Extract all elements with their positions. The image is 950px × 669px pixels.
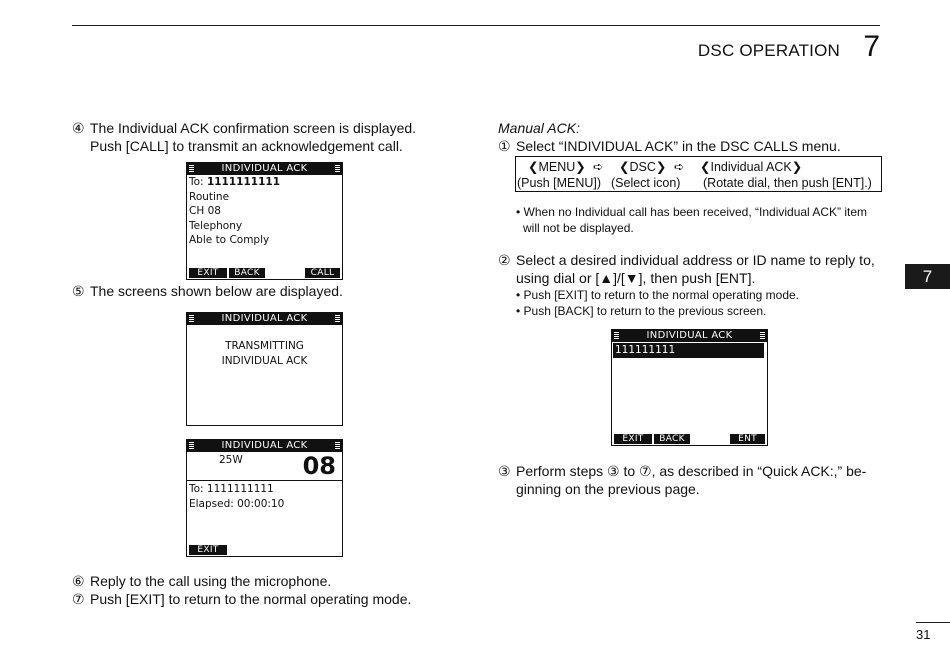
lcd-to-label: To: (189, 176, 204, 188)
lcd-line: CH 08 (189, 205, 221, 217)
call-softkey[interactable]: CALL (305, 268, 340, 278)
note-no-call (516, 204, 896, 236)
lcd-line: Able to Comply (189, 234, 270, 246)
softkey-bar (612, 434, 767, 445)
step-4-number: ④ (72, 120, 85, 136)
lcd-title-bar (612, 330, 767, 342)
lcd-transmitting-line1: TRANSMITTING (225, 340, 304, 352)
back-softkey[interactable]: BACK (654, 434, 690, 444)
lcd-to-line (187, 175, 342, 190)
lcd-line: Routine (189, 190, 230, 203)
arrow-icon: ➪ (674, 160, 685, 174)
section-number: 7 (863, 30, 880, 63)
ent-softkey[interactable]: ENT (730, 434, 765, 444)
step-1 (498, 137, 888, 155)
menu-icon (189, 165, 194, 173)
exit-softkey[interactable]: EXIT (614, 434, 652, 444)
step-2 (498, 251, 898, 287)
lcd-title: INDIVIDUAL ACK (221, 440, 308, 451)
step-6-text: Reply to the call using the microphone. (90, 573, 332, 589)
menu-icon (760, 332, 765, 340)
bullet-back: • Push [BACK] to return to the previous screen. (516, 304, 767, 318)
step-4-line1: The Individual ACK confirmation screen is displayed. (90, 120, 417, 136)
footer-rule (916, 622, 950, 623)
lcd-line: Telephony (189, 219, 243, 232)
menu-icon (335, 442, 340, 450)
lcd-title-bar (187, 163, 342, 175)
step-2-number: ② (498, 252, 511, 268)
step-5-text: The screens shown below are displayed. (90, 283, 343, 299)
softkey-bar (187, 268, 342, 279)
step-7-text: Push [EXIT] to return to the normal operating mode. (90, 591, 412, 607)
step-5 (72, 282, 452, 300)
rotate-dial-hint: (Rotate dial, then push [ENT].) (703, 176, 872, 190)
menu-icon (189, 315, 194, 323)
lcd-to-value: 1111111111 (206, 176, 280, 188)
channel-number: 08 (302, 452, 336, 480)
bullet-exit: • Push [EXIT] to return to the normal operating mode. (516, 288, 800, 302)
select-icon-hint: (Select icon) (611, 176, 681, 190)
header-rule (72, 25, 880, 26)
exit-softkey[interactable]: EXIT (189, 268, 227, 278)
arrow-icon: ➪ (593, 160, 604, 174)
menu-path-box (515, 156, 882, 192)
page-number: 31 (916, 627, 931, 642)
step-7 (72, 590, 472, 608)
menu-icon (189, 442, 194, 450)
step-5-number: ⑤ (72, 283, 85, 299)
lcd-confirmation-screen (186, 162, 343, 280)
step-6 (72, 572, 472, 590)
lcd-title-bar (187, 440, 342, 452)
note-line1: • When no Individual call has been received, “Individual ACK” item (516, 205, 868, 219)
exit-softkey[interactable]: EXIT (189, 545, 227, 555)
step-3 (498, 462, 898, 498)
step-2-line2: using dial or [▲]/[▼], then push [ENT]. (516, 270, 756, 286)
selected-address-row[interactable]: 111111111 (613, 343, 764, 358)
lcd-elapsed-line: Elapsed: 00:00:10 (189, 497, 285, 510)
step-1-number: ① (498, 138, 511, 154)
lcd-elapsed-screen (186, 439, 343, 557)
dsc-key-label: ❮DSC❯ (619, 160, 667, 174)
step-7-number: ⑦ (72, 591, 85, 607)
lcd-to-line: To: 1111111111 (189, 483, 274, 495)
step-4 (72, 119, 452, 155)
lcd-title: INDIVIDUAL ACK (221, 313, 308, 324)
step-4-line2: Push [CALL] to transmit an acknowledgement call. (90, 138, 403, 154)
softkey-bar (187, 545, 342, 556)
push-menu-hint: (Push [MENU]) (517, 176, 602, 190)
section-title: DSC OPERATION (697, 41, 840, 60)
chapter-tab: 7 (905, 264, 950, 289)
menu-icon (335, 165, 340, 173)
lcd-transmitting-screen (186, 312, 343, 426)
step-1-text: Select “INDIVIDUAL ACK” in the DSC CALLS menu. (516, 138, 841, 154)
step-6-number: ⑥ (72, 573, 85, 589)
note-line2: will not be displayed. (523, 221, 634, 235)
step-3-line1: Perform steps ③ to ⑦, as described in “Quick ACK:,” be- (516, 463, 867, 479)
lcd-address-select-screen (611, 329, 768, 446)
manual-ack-heading: Manual ACK: (498, 120, 580, 136)
step-2-line1: Select a desired individual address or ID name to reply to, (516, 252, 875, 268)
lcd-title: INDIVIDUAL ACK (646, 330, 733, 341)
lcd-title-bar (187, 313, 342, 325)
lcd-title: INDIVIDUAL ACK (221, 163, 308, 174)
individual-ack-label: ❮Individual ACK❯ (700, 160, 803, 174)
step-3-number: ③ (498, 463, 511, 479)
menu-icon (614, 332, 619, 340)
back-softkey[interactable]: BACK (229, 268, 265, 278)
step-3-line2: ginning on the previous page. (516, 481, 700, 497)
menu-icon (335, 315, 340, 323)
lcd-transmitting-line2: INDIVIDUAL ACK (221, 354, 308, 367)
power-level: 25W (219, 454, 243, 466)
menu-key-label: ❮MENU❯ (528, 160, 586, 174)
